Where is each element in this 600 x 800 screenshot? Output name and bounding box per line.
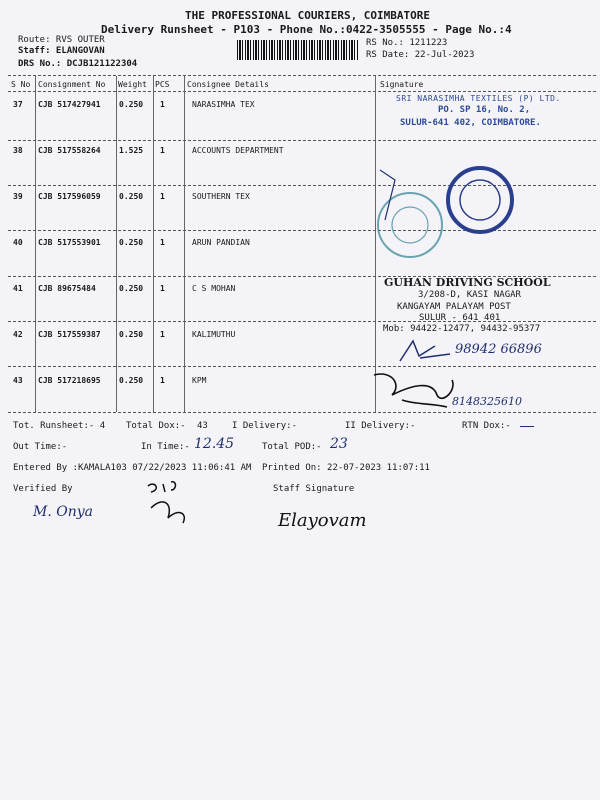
total-dox-label: Total Dox:- — [126, 421, 186, 431]
row-sno: 37 — [13, 100, 23, 109]
column-line — [184, 76, 185, 412]
row-consignment: CJB 517427941 — [38, 100, 101, 109]
row-pcs: 1 — [160, 284, 165, 293]
row-consignment: CJB 89675484 — [38, 284, 96, 293]
row-sno: 38 — [13, 146, 23, 155]
route-label: Route: RVS OUTER — [18, 35, 105, 45]
col-consignee: Consignee Details — [187, 80, 269, 89]
row-weight: 0.250 — [119, 376, 144, 385]
round-stamp — [375, 160, 525, 290]
drs-number: DRS No.: DCJB121122304 — [18, 59, 138, 69]
staff-label: Staff: ELANGOVAN — [18, 46, 105, 56]
barcode — [237, 40, 359, 60]
row-consignee: KALIMUTHU — [192, 330, 236, 339]
rtn-dox-dash — [520, 426, 534, 427]
verified-by-label: Verified By — [13, 484, 73, 494]
signature-mark — [395, 336, 455, 366]
ii-delivery: II Delivery:- — [345, 421, 416, 431]
guhan-stamp-line4: SULUR - 641 401 — [419, 313, 501, 323]
column-line — [116, 76, 117, 412]
row-consignee: C S MOHAN — [192, 284, 236, 293]
out-time: Out Time:- — [13, 442, 68, 452]
divider — [8, 366, 596, 367]
col-signature: Signature — [380, 80, 424, 89]
guhan-stamp-line3: KANGAYAM PALAYAM POST — [397, 302, 511, 312]
in-time-value: 12.45 — [194, 436, 235, 452]
row-consignment: CJB 517559387 — [38, 330, 101, 339]
in-time-label: In Time:- — [141, 442, 190, 452]
guhan-stamp-line1: GUHAN DRIVING SCHOOL — [384, 276, 551, 289]
divider — [8, 412, 596, 413]
entered-by: Entered By :KAMALA103 07/22/2023 11:06:41 AM — [13, 463, 252, 473]
row-consignee: ACCOUNTS DEPARTMENT — [192, 146, 284, 155]
col-sno: S No — [11, 80, 31, 89]
row-consignee: SOUTHERN TEX — [192, 192, 250, 201]
guhan-stamp-line5: Mob: 94422-12477, 94432-95377 — [383, 324, 541, 334]
total-pod-label: Total POD:- — [262, 442, 322, 452]
staff-signature-label: Staff Signature — [273, 484, 355, 494]
narasimha-stamp-line2: PO. SP 16, No. 2, — [438, 105, 531, 115]
row-pcs: 1 — [160, 192, 165, 201]
row-sno: 40 — [13, 238, 23, 247]
row-weight: 0.250 — [119, 284, 144, 293]
row-pcs: 1 — [160, 146, 165, 155]
row-weight: 0.250 — [119, 330, 144, 339]
row-pcs: 1 — [160, 238, 165, 247]
row-pcs: 1 — [160, 330, 165, 339]
column-line — [35, 76, 36, 412]
rs-number: RS No.: 1211223 — [366, 38, 448, 48]
row-pcs: 1 — [160, 376, 165, 385]
divider — [8, 140, 596, 141]
row-sno: 42 — [13, 330, 23, 339]
col-consignment: Consignment No — [38, 80, 106, 89]
narasimha-stamp-line1: SRI NARASIMHA TEXTILES (P) LTD. — [396, 94, 561, 103]
row-weight: 0.250 — [119, 100, 144, 109]
row-consignment: CJB 517553901 — [38, 238, 101, 247]
row-pcs: 1 — [160, 100, 165, 109]
handwritten-phone-2: 8148325610 — [452, 395, 522, 408]
row-consignment: CJB 517218695 — [38, 376, 101, 385]
row-weight: 0.250 — [119, 238, 144, 247]
row-sno: 43 — [13, 376, 23, 385]
narasimha-stamp-line3: SULUR-641 402, COIMBATORE. — [400, 118, 541, 128]
row-weight: 1.525 — [119, 146, 144, 155]
i-delivery: I Delivery:- — [232, 421, 298, 431]
row-sno: 39 — [13, 192, 23, 201]
row-consignee: KPM — [192, 376, 207, 385]
printed-on: Printed On: 22-07-2023 11:07:11 — [262, 463, 430, 473]
verified-initial: M. Onya — [33, 504, 93, 520]
runsheet-subtitle: Delivery Runsheet - P103 - Phone No.:0422-3505555 - Page No.:4 — [101, 23, 512, 36]
total-dox-value: 43 — [197, 421, 208, 431]
row-sno: 41 — [13, 284, 23, 293]
divider — [8, 91, 596, 92]
divider — [8, 321, 596, 322]
row-consignee: NARASIMHA TEX — [192, 100, 255, 109]
staff-signature: Elayovam — [278, 510, 367, 531]
total-pod-value: 23 — [330, 436, 348, 452]
guhan-stamp-line2: 3/208-D, KASI NAGAR — [418, 290, 521, 300]
rs-date: RS Date: 22-Jul-2023 — [366, 50, 475, 60]
company-title: THE PROFESSIONAL COURIERS, COIMBATORE — [185, 9, 431, 22]
column-line — [153, 76, 154, 412]
rtn-dox: RTN Dox:- — [462, 421, 511, 431]
divider — [8, 75, 596, 76]
row-consignment: CJB 517558264 — [38, 146, 101, 155]
signature-scribble — [372, 365, 462, 410]
col-pcs: PCS — [155, 80, 170, 89]
handwritten-phone-1: 98942 66896 — [455, 342, 542, 357]
tot-runsheet: Tot. Runsheet:- 4 — [13, 421, 106, 431]
verifier-signature — [143, 478, 193, 528]
col-weight: Weight — [118, 80, 147, 89]
row-weight: 0.250 — [119, 192, 144, 201]
row-consignee: ARUN PANDIAN — [192, 238, 250, 247]
row-consignment: CJB 517596059 — [38, 192, 101, 201]
